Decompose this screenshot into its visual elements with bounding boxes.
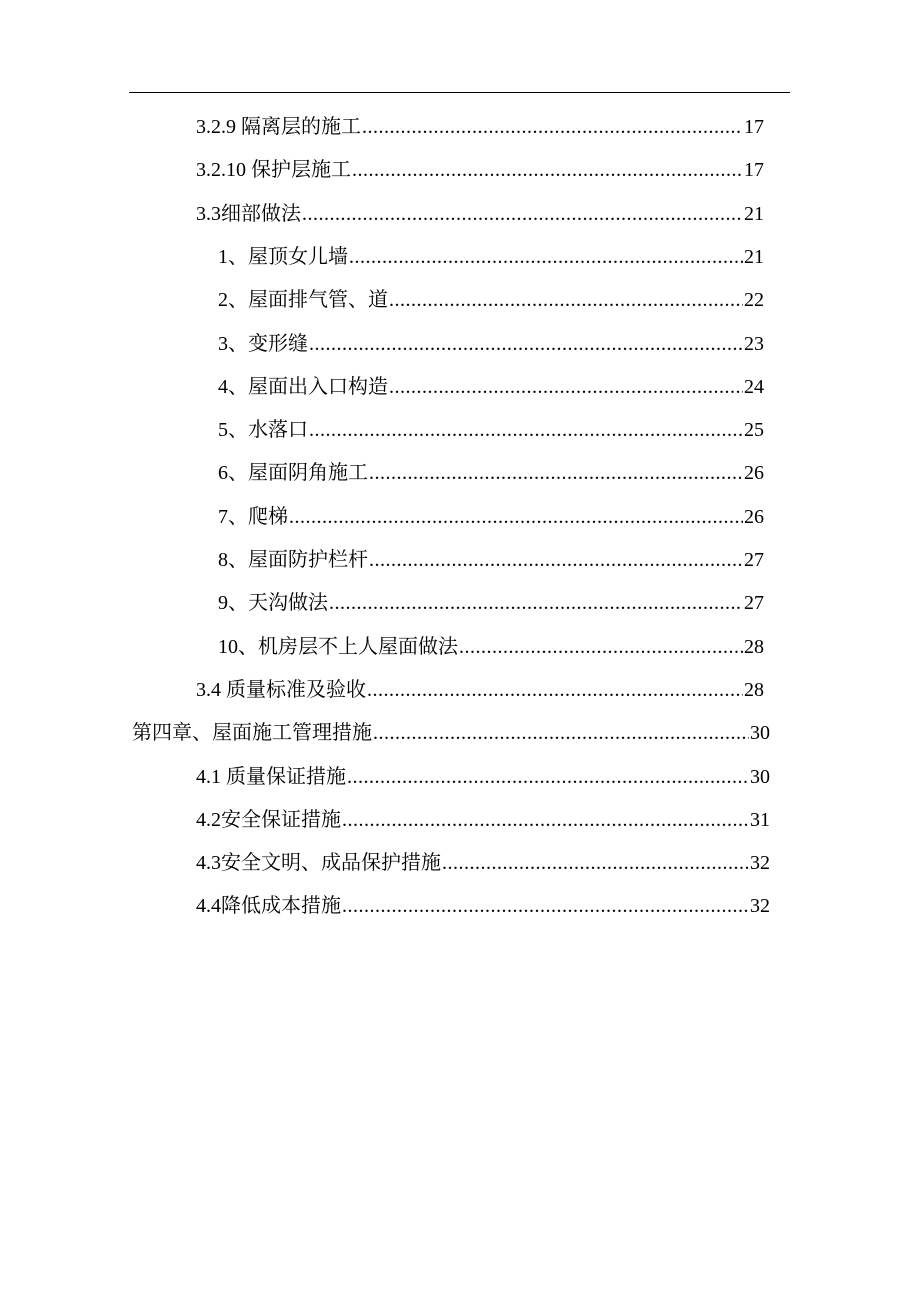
toc-entry[interactable] — [196, 848, 770, 878]
toc-entry[interactable] — [218, 329, 764, 359]
toc-dot-leader — [389, 372, 743, 402]
toc-entry-label: 3.4 质量标准及验收 — [196, 678, 366, 701]
toc-dot-leader — [442, 848, 749, 878]
toc-dot-leader — [362, 112, 743, 142]
toc-entry[interactable] — [218, 632, 764, 662]
toc-entry[interactable] — [218, 545, 764, 575]
toc-dot-leader — [289, 502, 743, 532]
toc-entry[interactable] — [196, 675, 764, 705]
toc-dot-leader — [373, 718, 749, 748]
toc-entry-label: 10、机房层不上人屋面做法 — [218, 635, 458, 658]
toc-entry-label: 5、水落口 — [218, 419, 308, 442]
toc-entry-page: 28 — [744, 678, 764, 701]
toc-dot-leader — [342, 891, 749, 921]
toc-entry-page: 24 — [744, 375, 764, 398]
toc-entry-label: 3、变形缝 — [218, 332, 308, 355]
toc-dot-leader — [389, 285, 743, 315]
toc-entry-label: 7、爬梯 — [218, 505, 288, 528]
toc-entry[interactable] — [218, 242, 764, 272]
toc-dot-leader — [369, 545, 743, 575]
toc-entry[interactable] — [196, 112, 764, 142]
toc-entry-chapter[interactable] — [132, 718, 770, 748]
toc-entry-page: 28 — [744, 635, 764, 658]
toc-dot-leader — [302, 199, 743, 229]
toc-entry-label: 8、屋面防护栏杆 — [218, 549, 368, 571]
toc-entry-page: 21 — [744, 202, 764, 225]
toc-entry-page: 27 — [744, 549, 764, 571]
toc-dot-leader — [329, 588, 743, 618]
toc-entry-label: 9、天沟做法 — [218, 592, 328, 615]
toc-dot-leader — [309, 329, 743, 359]
toc-entry-label: 4.2安全保证措施 — [196, 808, 341, 831]
header-rule — [129, 92, 790, 93]
toc-entry-page: 17 — [744, 159, 764, 182]
toc-entry[interactable] — [218, 372, 764, 402]
toc-dot-leader — [367, 675, 743, 705]
toc-entry-page: 27 — [744, 592, 764, 615]
toc-entry-page: 31 — [750, 808, 770, 831]
toc-entry-label: 4.1 质量保证措施 — [196, 765, 346, 788]
toc-entry-page: 25 — [744, 419, 764, 442]
toc-entry-label: 1、屋顶女儿墙 — [218, 245, 348, 268]
toc-dot-leader — [342, 805, 749, 835]
toc-entry-page: 30 — [750, 765, 770, 788]
toc-entry[interactable] — [218, 285, 764, 315]
toc-entry-label: 4、屋面出入口构造 — [218, 375, 388, 398]
toc-entry-label: 第四章、屋面施工管理措施 — [132, 722, 372, 745]
toc-entry-label: 3.2.9 隔离层的施工 — [196, 116, 361, 138]
toc-entry-page: 32 — [750, 895, 770, 918]
toc-entry[interactable] — [196, 891, 770, 921]
toc-entry-label: 2、屋面排气管、道 — [218, 289, 388, 312]
toc-entry-page: 23 — [744, 332, 764, 355]
toc-dot-leader — [347, 762, 749, 792]
toc-entry-label: 3.2.10 保护层施工 — [196, 159, 351, 182]
toc-entry-page: 32 — [750, 852, 770, 875]
toc-entry-label: 4.4降低成本措施 — [196, 895, 341, 918]
toc-entry[interactable] — [218, 588, 764, 618]
toc-entry-page: 22 — [744, 289, 764, 312]
toc-entry[interactable] — [218, 415, 764, 445]
toc-entry[interactable] — [196, 199, 764, 229]
toc-dot-leader — [459, 632, 743, 662]
toc-entry[interactable] — [196, 762, 770, 792]
toc-entry-label: 3.3细部做法 — [196, 202, 301, 225]
toc-entry-page: 21 — [744, 245, 764, 268]
toc-entry-page: 17 — [744, 116, 764, 138]
toc-entry[interactable] — [218, 502, 764, 532]
toc-dot-leader — [369, 458, 743, 488]
toc-entry-page: 26 — [744, 462, 764, 485]
toc-dot-leader — [352, 155, 743, 185]
toc-entry-label: 4.3安全文明、成品保护措施 — [196, 852, 441, 875]
toc-entry[interactable] — [196, 805, 770, 835]
toc-entry[interactable] — [218, 458, 764, 488]
toc-entry-page: 30 — [750, 722, 770, 745]
toc-dot-leader — [349, 242, 743, 272]
toc-entry-label: 6、屋面阴角施工 — [218, 462, 368, 485]
toc-dot-leader — [309, 415, 743, 445]
toc-entry-page: 26 — [744, 505, 764, 528]
toc-entry[interactable] — [196, 155, 764, 185]
